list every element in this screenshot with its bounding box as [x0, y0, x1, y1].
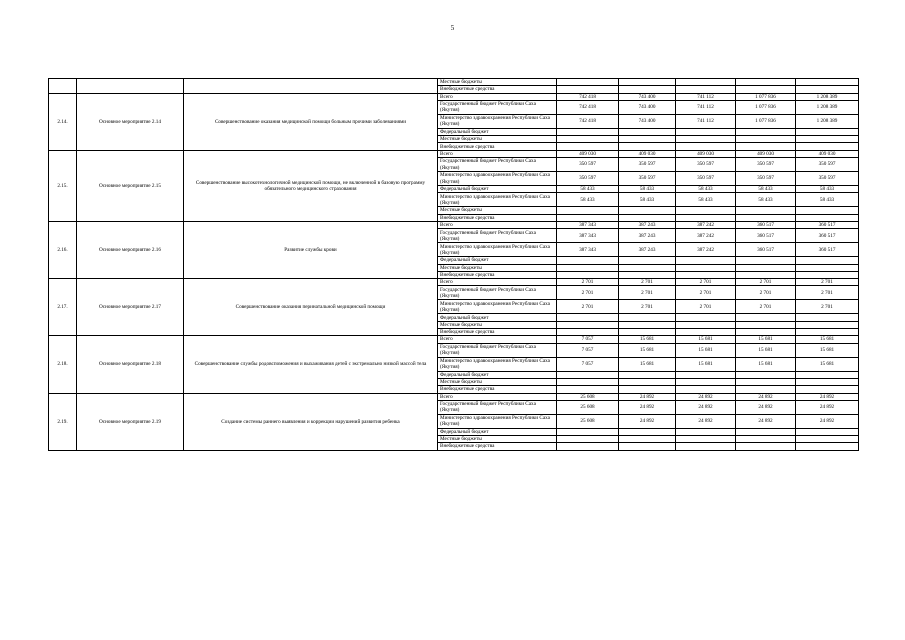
value-cell: [557, 386, 619, 393]
value-cell: [676, 314, 736, 321]
value-cell: 387 243: [619, 243, 676, 257]
funding-source: Министерство здравоохранения Республики Саха (Якутия): [438, 357, 557, 371]
table-row: [49, 393, 859, 400]
value-cell: [736, 136, 796, 143]
table-body: [49, 79, 859, 451]
value-cell: [619, 371, 676, 378]
value-cell: 7 057: [557, 357, 619, 371]
funding-source: Всего: [438, 393, 557, 400]
value-cell: 387 242: [676, 221, 736, 228]
funding-source: Внебюджетные средства: [438, 86, 557, 93]
value-cell: [676, 214, 736, 221]
value-cell: 58 433: [557, 193, 619, 207]
funding-source: Внебюджетные средства: [438, 386, 557, 393]
value-cell: [676, 128, 736, 135]
value-cell: 1 077 836: [736, 114, 796, 128]
funding-source: Федеральный бюджет: [438, 257, 557, 264]
funding-source: Государственный бюджет Республики Саха (Якутия): [438, 100, 557, 114]
value-cell: [557, 86, 619, 93]
value-cell: 15 681: [736, 357, 796, 371]
value-cell: 387 243: [619, 221, 676, 228]
value-cell: [619, 136, 676, 143]
value-cell: [736, 143, 796, 150]
value-cell: [557, 436, 619, 443]
funding-source: Государственный бюджет Республики Саха (Якутия): [438, 286, 557, 300]
value-cell: 387 343: [557, 229, 619, 243]
value-cell: 15 681: [736, 336, 796, 343]
value-cell: 2 701: [736, 286, 796, 300]
value-cell: [736, 371, 796, 378]
value-cell: [796, 443, 859, 450]
value-cell: 58 433: [736, 186, 796, 193]
value-cell: [619, 257, 676, 264]
value-cell: 743 400: [619, 114, 676, 128]
value-cell: [676, 264, 736, 271]
value-cell: [676, 321, 736, 328]
funding-source: Государственный бюджет Республики Саха (Якутия): [438, 343, 557, 357]
value-cell: [796, 257, 859, 264]
value-cell: 2 701: [619, 279, 676, 286]
value-cell: 7 057: [557, 343, 619, 357]
value-cell: [557, 143, 619, 150]
funding-source: Всего: [438, 221, 557, 228]
value-cell: [619, 386, 676, 393]
value-cell: [619, 378, 676, 385]
funding-source: Местные бюджеты: [438, 79, 557, 86]
funding-source: Государственный бюджет Республики Саха (Якутия): [438, 229, 557, 243]
funding-source: Федеральный бюджет: [438, 371, 557, 378]
value-cell: 24 892: [619, 414, 676, 428]
measure-cell: [77, 79, 184, 94]
value-cell: [557, 257, 619, 264]
value-cell: 58 433: [557, 186, 619, 193]
value-cell: 2 701: [676, 279, 736, 286]
value-cell: 350 597: [676, 158, 736, 172]
measure-description: Совершенствование оказания перинатальной медицинской помощи: [184, 279, 438, 336]
value-cell: 25 608: [557, 393, 619, 400]
funding-source: Всего: [438, 93, 557, 100]
value-cell: 350 597: [796, 172, 859, 186]
measure-index: 2.19.: [49, 393, 77, 450]
value-cell: 15 681: [676, 343, 736, 357]
funding-source: Внебюджетные средства: [438, 329, 557, 336]
funding-source: Федеральный бюджет: [438, 314, 557, 321]
value-cell: 2 701: [619, 286, 676, 300]
value-cell: 2 701: [557, 279, 619, 286]
value-cell: [619, 207, 676, 214]
funding-source: Министерство здравоохранения Республики Саха (Якутия): [438, 243, 557, 257]
value-cell: [557, 443, 619, 450]
value-cell: 350 597: [736, 172, 796, 186]
value-cell: 741 112: [676, 93, 736, 100]
value-cell: 58 433: [796, 193, 859, 207]
value-cell: [557, 329, 619, 336]
value-cell: 743 400: [619, 100, 676, 114]
value-cell: [619, 143, 676, 150]
value-cell: [796, 378, 859, 385]
value-cell: 742 418: [557, 114, 619, 128]
measure-index: 2.18.: [49, 336, 77, 393]
value-cell: [557, 428, 619, 435]
value-cell: [796, 436, 859, 443]
value-cell: [736, 86, 796, 93]
value-cell: [619, 128, 676, 135]
value-cell: 387 242: [676, 243, 736, 257]
funding-source: Министерство здравоохранения Республики Саха (Якутия): [438, 300, 557, 314]
funding-source: Местные бюджеты: [438, 136, 557, 143]
table-row: [49, 93, 859, 100]
value-cell: 24 892: [796, 414, 859, 428]
value-cell: 2 701: [557, 300, 619, 314]
value-cell: 1 077 836: [736, 93, 796, 100]
value-cell: 24 892: [676, 414, 736, 428]
value-cell: [619, 264, 676, 271]
funding-source: Всего: [438, 336, 557, 343]
funding-source: Государственный бюджет Республики Саха (Якутия): [438, 158, 557, 172]
measure-index: 2.14.: [49, 93, 77, 150]
funding-source: Министерство здравоохранения Республики Саха (Якутия): [438, 114, 557, 128]
value-cell: 360 517: [736, 229, 796, 243]
funding-source: Внебюджетные средства: [438, 143, 557, 150]
value-cell: [796, 371, 859, 378]
value-cell: [557, 128, 619, 135]
value-cell: [619, 79, 676, 86]
value-cell: [736, 378, 796, 385]
value-cell: 2 701: [796, 279, 859, 286]
value-cell: 350 597: [557, 172, 619, 186]
value-cell: [736, 321, 796, 328]
value-cell: 360 517: [736, 221, 796, 228]
value-cell: [796, 271, 859, 278]
value-cell: [796, 128, 859, 135]
measure-name: Основное мероприятие 2.18: [77, 336, 184, 393]
value-cell: 387 243: [619, 229, 676, 243]
funding-source: Местные бюджеты: [438, 436, 557, 443]
value-cell: 2 701: [676, 300, 736, 314]
value-cell: 409 030: [676, 150, 736, 157]
funding-source: Всего: [438, 150, 557, 157]
value-cell: [676, 329, 736, 336]
value-cell: [619, 443, 676, 450]
value-cell: [796, 143, 859, 150]
value-cell: [619, 214, 676, 221]
value-cell: [796, 207, 859, 214]
value-cell: 1 208 389: [796, 100, 859, 114]
value-cell: 350 597: [619, 158, 676, 172]
value-cell: 1 208 389: [796, 93, 859, 100]
value-cell: 360 517: [796, 221, 859, 228]
table-row: [49, 279, 859, 286]
value-cell: 350 597: [557, 158, 619, 172]
funding-source: Внебюджетные средства: [438, 271, 557, 278]
value-cell: [736, 257, 796, 264]
value-cell: 58 433: [619, 193, 676, 207]
measure-name: Основное мероприятие 2.14: [77, 93, 184, 150]
value-cell: 360 517: [796, 243, 859, 257]
funding-source: Федеральный бюджет: [438, 186, 557, 193]
measure-description: Совершенствование высокотехнологичной медицинской помощи, не включенной в базовую программу обязательного медицинского страхования: [184, 150, 438, 221]
value-cell: [676, 443, 736, 450]
value-cell: 742 418: [557, 100, 619, 114]
value-cell: 24 892: [796, 393, 859, 400]
value-cell: 15 681: [619, 343, 676, 357]
value-cell: 24 892: [736, 414, 796, 428]
value-cell: [557, 371, 619, 378]
value-cell: 2 701: [619, 300, 676, 314]
financing-table: [48, 78, 859, 451]
value-cell: [736, 214, 796, 221]
value-cell: [676, 86, 736, 93]
value-cell: [676, 143, 736, 150]
value-cell: [736, 128, 796, 135]
value-cell: [676, 207, 736, 214]
value-cell: [619, 329, 676, 336]
measure-description: Совершенствование службы родовспоможения и выхаживания детей с экстремально низкой массой тела: [184, 336, 438, 393]
value-cell: [619, 271, 676, 278]
measure-description: Развитие службы крови: [184, 221, 438, 278]
measure-description: Совершенствование оказания медицинской помощи больным прочими заболеваниями: [184, 93, 438, 150]
measure-index: 2.15.: [49, 150, 77, 221]
value-cell: 15 681: [619, 357, 676, 371]
value-cell: 15 681: [676, 336, 736, 343]
measure-name: Основное мероприятие 2.19: [77, 393, 184, 450]
value-cell: 350 597: [736, 158, 796, 172]
value-cell: [796, 314, 859, 321]
value-cell: [796, 214, 859, 221]
value-cell: [796, 321, 859, 328]
value-cell: [796, 136, 859, 143]
value-cell: [736, 207, 796, 214]
funding-source: Федеральный бюджет: [438, 128, 557, 135]
value-cell: 24 892: [796, 400, 859, 414]
value-cell: 15 681: [676, 357, 736, 371]
value-cell: 409 030: [796, 150, 859, 157]
value-cell: [557, 79, 619, 86]
value-cell: 409 030: [619, 150, 676, 157]
value-cell: [557, 314, 619, 321]
value-cell: 360 517: [736, 243, 796, 257]
value-cell: [619, 321, 676, 328]
funding-source: Всего: [438, 279, 557, 286]
value-cell: [619, 436, 676, 443]
funding-source: Федеральный бюджет: [438, 428, 557, 435]
value-cell: [796, 428, 859, 435]
value-cell: 25 608: [557, 400, 619, 414]
value-cell: [676, 386, 736, 393]
funding-source: Местные бюджеты: [438, 378, 557, 385]
table-row: [49, 336, 859, 343]
funding-source: Министерство здравоохранения Республики Саха (Якутия): [438, 414, 557, 428]
value-cell: [619, 314, 676, 321]
value-cell: [676, 371, 736, 378]
funding-source: Внебюджетные средства: [438, 443, 557, 450]
value-cell: 24 892: [736, 400, 796, 414]
value-cell: 58 433: [796, 186, 859, 193]
value-cell: 15 681: [736, 343, 796, 357]
measure-name: Основное мероприятие 2.17: [77, 279, 184, 336]
value-cell: [557, 214, 619, 221]
measure-name: Основное мероприятие 2.16: [77, 221, 184, 278]
value-cell: [676, 136, 736, 143]
value-cell: [676, 79, 736, 86]
value-cell: [736, 436, 796, 443]
value-cell: [619, 86, 676, 93]
funding-source: Министерство здравоохранения Республики Саха (Якутия): [438, 193, 557, 207]
value-cell: 2 701: [676, 286, 736, 300]
value-cell: 387 242: [676, 229, 736, 243]
value-cell: 15 681: [796, 343, 859, 357]
funding-source: Министерство здравоохранения Республики Саха (Якутия): [438, 172, 557, 186]
value-cell: [796, 386, 859, 393]
value-cell: 15 681: [619, 336, 676, 343]
value-cell: 741 112: [676, 114, 736, 128]
value-cell: 2 701: [796, 286, 859, 300]
table-row: [49, 221, 859, 228]
value-cell: [796, 86, 859, 93]
value-cell: [619, 428, 676, 435]
page-number: 5: [450, 24, 455, 32]
value-cell: [796, 79, 859, 86]
value-cell: 24 892: [619, 400, 676, 414]
value-cell: [736, 79, 796, 86]
value-cell: 409 030: [557, 150, 619, 157]
value-cell: [676, 436, 736, 443]
funding-source: Внебюджетные средства: [438, 214, 557, 221]
funding-source: Местные бюджеты: [438, 264, 557, 271]
value-cell: [676, 378, 736, 385]
value-cell: 24 892: [736, 393, 796, 400]
value-cell: 15 681: [796, 357, 859, 371]
value-cell: [736, 329, 796, 336]
value-cell: 7 057: [557, 336, 619, 343]
measure-description: Создание системы раннего выявления и коррекции нарушений развития ребенка: [184, 393, 438, 450]
value-cell: 24 892: [619, 393, 676, 400]
value-cell: [557, 271, 619, 278]
value-cell: 58 433: [736, 193, 796, 207]
value-cell: 2 701: [557, 286, 619, 300]
value-cell: 58 433: [619, 186, 676, 193]
value-cell: [557, 378, 619, 385]
value-cell: 2 701: [796, 300, 859, 314]
value-cell: 743 400: [619, 93, 676, 100]
table-row: [49, 79, 859, 86]
value-cell: 350 597: [676, 172, 736, 186]
value-cell: [676, 271, 736, 278]
value-cell: 24 892: [676, 393, 736, 400]
value-cell: 58 433: [676, 186, 736, 193]
measure-name: Основное мероприятие 2.15: [77, 150, 184, 221]
value-cell: 1 208 389: [796, 114, 859, 128]
value-cell: [736, 428, 796, 435]
value-cell: [557, 207, 619, 214]
value-cell: [796, 264, 859, 271]
value-cell: [557, 136, 619, 143]
value-cell: 387 343: [557, 243, 619, 257]
value-cell: 2 701: [736, 279, 796, 286]
value-cell: 350 597: [619, 172, 676, 186]
value-cell: [676, 257, 736, 264]
value-cell: [676, 428, 736, 435]
value-cell: 742 418: [557, 93, 619, 100]
value-cell: 387 343: [557, 221, 619, 228]
funding-source: Местные бюджеты: [438, 207, 557, 214]
funding-source: Государственный бюджет Республики Саха (Якутия): [438, 400, 557, 414]
value-cell: 350 597: [796, 158, 859, 172]
value-cell: 25 608: [557, 414, 619, 428]
value-cell: 409 030: [736, 150, 796, 157]
funding-source: Местные бюджеты: [438, 321, 557, 328]
value-cell: [736, 264, 796, 271]
value-cell: [736, 271, 796, 278]
value-cell: [796, 329, 859, 336]
value-cell: 15 681: [796, 336, 859, 343]
value-cell: 1 077 836: [736, 100, 796, 114]
description-cell: [184, 79, 438, 94]
value-cell: 2 701: [736, 300, 796, 314]
index-cell: [49, 79, 77, 94]
value-cell: 24 892: [676, 400, 736, 414]
measure-index: 2.16.: [49, 221, 77, 278]
value-cell: [736, 314, 796, 321]
value-cell: [557, 321, 619, 328]
measure-index: 2.17.: [49, 279, 77, 336]
value-cell: 741 112: [676, 100, 736, 114]
value-cell: 360 517: [796, 229, 859, 243]
value-cell: [736, 443, 796, 450]
value-cell: [557, 264, 619, 271]
value-cell: 58 433: [676, 193, 736, 207]
table-row: [49, 150, 859, 157]
value-cell: [736, 386, 796, 393]
